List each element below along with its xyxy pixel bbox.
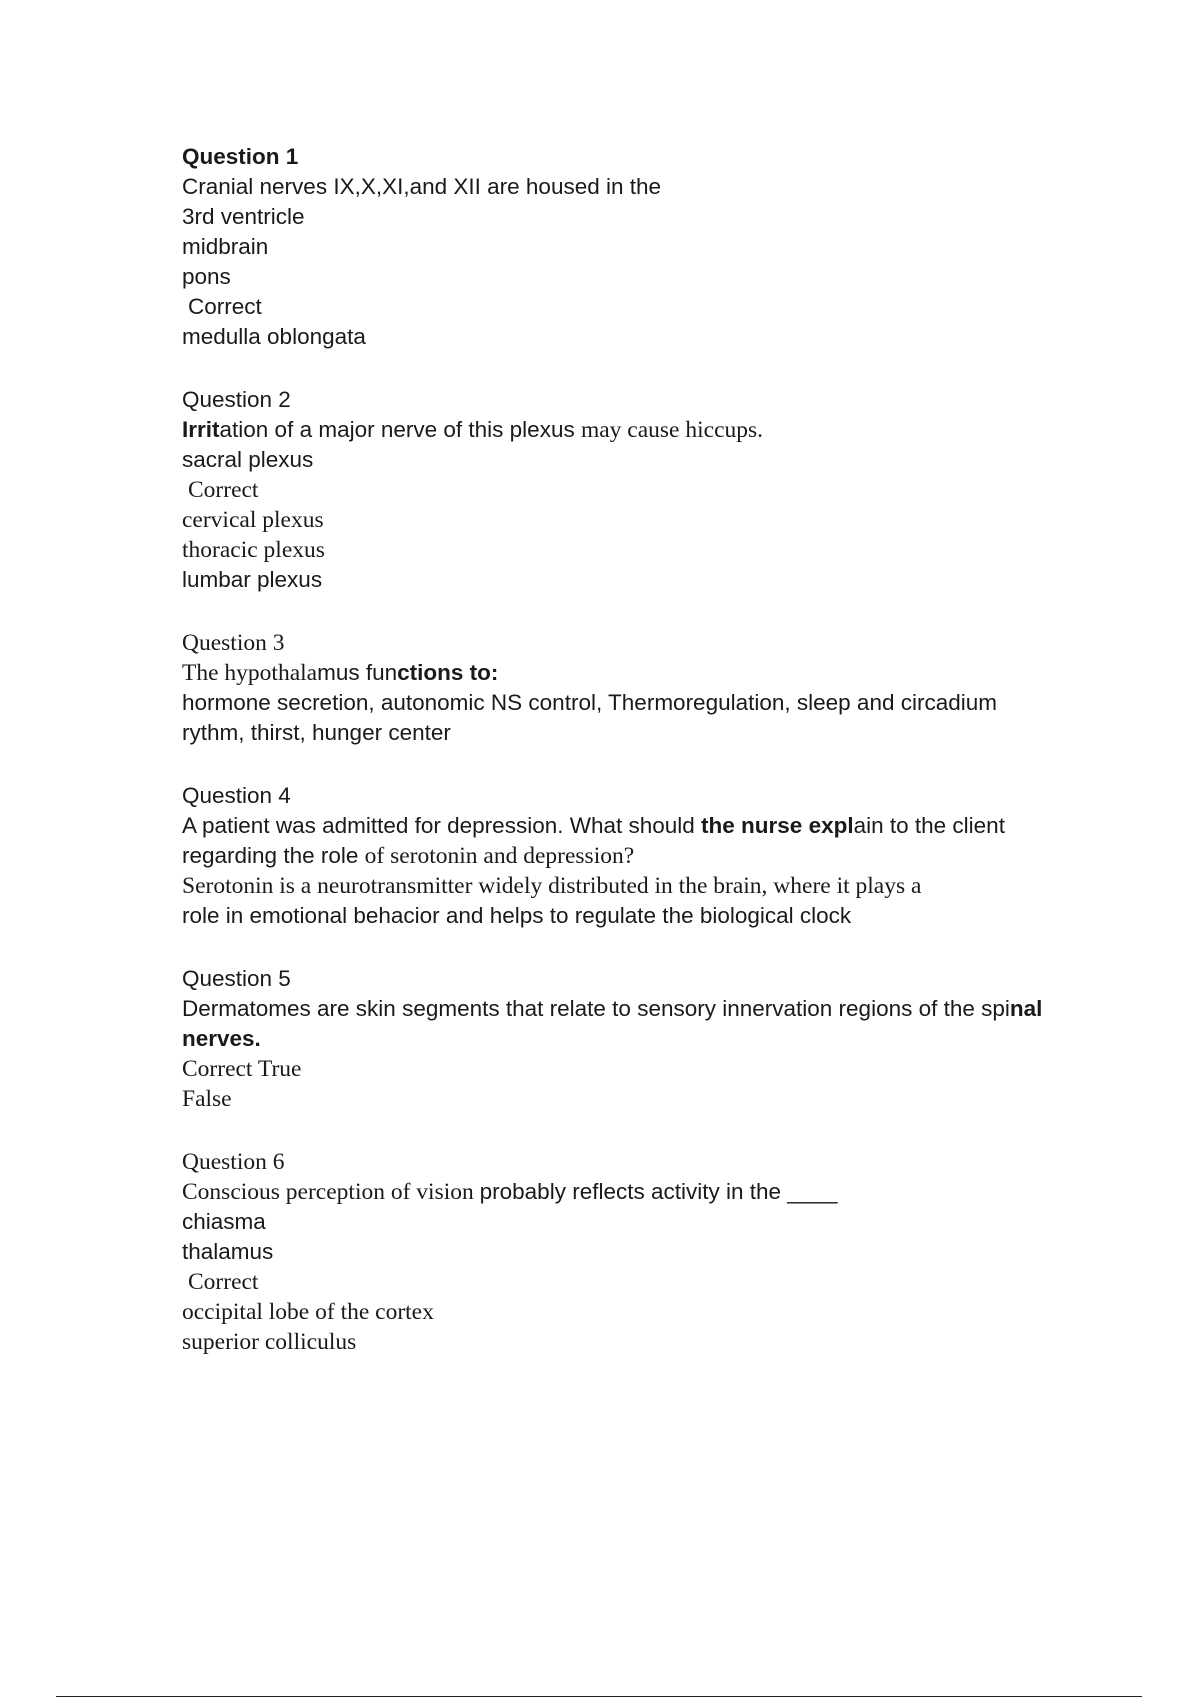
footer-divider — [56, 1696, 1142, 1697]
question-heading: Question 5 — [182, 966, 291, 991]
prompt-fragment: Dermatomes are skin segments that relate to sensory innervation regions of the spi — [182, 996, 1010, 1021]
answer-option-text: True — [257, 1056, 302, 1082]
answer-option: lumbar plexus — [182, 567, 323, 592]
answer-option-correct: medulla oblongata — [182, 324, 366, 349]
question-2 — [182, 385, 1062, 595]
answer-option: pons — [182, 264, 231, 289]
prompt-fragment: of serotonin and depression? — [364, 843, 635, 869]
question-6 — [182, 1147, 1062, 1357]
answer-text: role in emotional behacior and helps to regulate the biological clock — [182, 903, 852, 928]
answer-option: superior colliculus — [182, 1329, 357, 1355]
prompt-fragment: The hypothala — [182, 660, 318, 686]
answer-option: midbrain — [182, 234, 269, 259]
question-1 — [182, 142, 1062, 352]
answer-option-correct: cervical plexus — [182, 507, 324, 533]
question-heading: Question 6 — [182, 1149, 285, 1175]
answer-option: chiasma — [182, 1209, 266, 1234]
prompt-bold-fragment: ctions to: — [397, 660, 499, 685]
question-heading: Question 4 — [182, 783, 291, 808]
question-prompt — [182, 811, 1062, 871]
question-4 — [182, 781, 1062, 931]
answer-option: sacral plexus — [182, 447, 314, 472]
prompt-bold-fragment: nal nerves. — [182, 996, 1043, 1051]
question-5 — [182, 964, 1062, 1114]
correct-marker: Correct — [188, 477, 259, 503]
question-prompt — [182, 994, 1062, 1054]
answer-option: thalamus — [182, 1239, 274, 1264]
prompt-fragment: Conscious perception of vision — [182, 1179, 480, 1205]
question-heading: Question 2 — [182, 387, 291, 412]
answer-text: Serotonin is a neurotransmitter widely distributed in the brain, where it plays a — [182, 873, 922, 899]
question-3 — [182, 628, 1062, 748]
prompt-fragment: A patient was admitted for depression. What should — [182, 813, 702, 838]
answer-option: 3rd ventricle — [182, 204, 305, 229]
question-prompt — [182, 658, 1062, 688]
correct-marker: Correct — [188, 1269, 259, 1295]
question-heading: Question 3 — [182, 630, 285, 656]
document-page — [182, 142, 1062, 1390]
answer-option-correct: occipital lobe of the cortex — [182, 1299, 434, 1325]
correct-marker: Correct — [182, 1056, 253, 1082]
answer-option: False — [182, 1086, 232, 1112]
answer-option-correct — [182, 1054, 1062, 1084]
prompt-fragment: ation of a major nerve of this plexus — [219, 417, 581, 442]
prompt-fragment: mus fun — [317, 660, 398, 685]
prompt-bold-fragment: Irrit — [182, 417, 220, 442]
question-prompt: Cranial nerves IX,X,XI,and XII are housed in the — [182, 174, 662, 199]
prompt-fragment: may cause hiccups. — [580, 417, 764, 443]
question-prompt — [182, 415, 1062, 445]
question-heading: Question 1 — [182, 144, 299, 169]
question-prompt — [182, 1177, 1062, 1207]
correct-marker: Correct — [188, 294, 262, 319]
prompt-fragment: ain to the client regarding the role — [182, 813, 1005, 868]
answer-option: thoracic plexus — [182, 537, 325, 563]
prompt-bold-fragment: the nurse expl — [701, 813, 854, 838]
answer-text: hormone secretion, autonomic NS control, Thermoregulation, sleep and circadium rythm, thirst, hunger center — [182, 690, 997, 745]
prompt-fragment: probably reflects activity in the ____ — [479, 1179, 838, 1204]
